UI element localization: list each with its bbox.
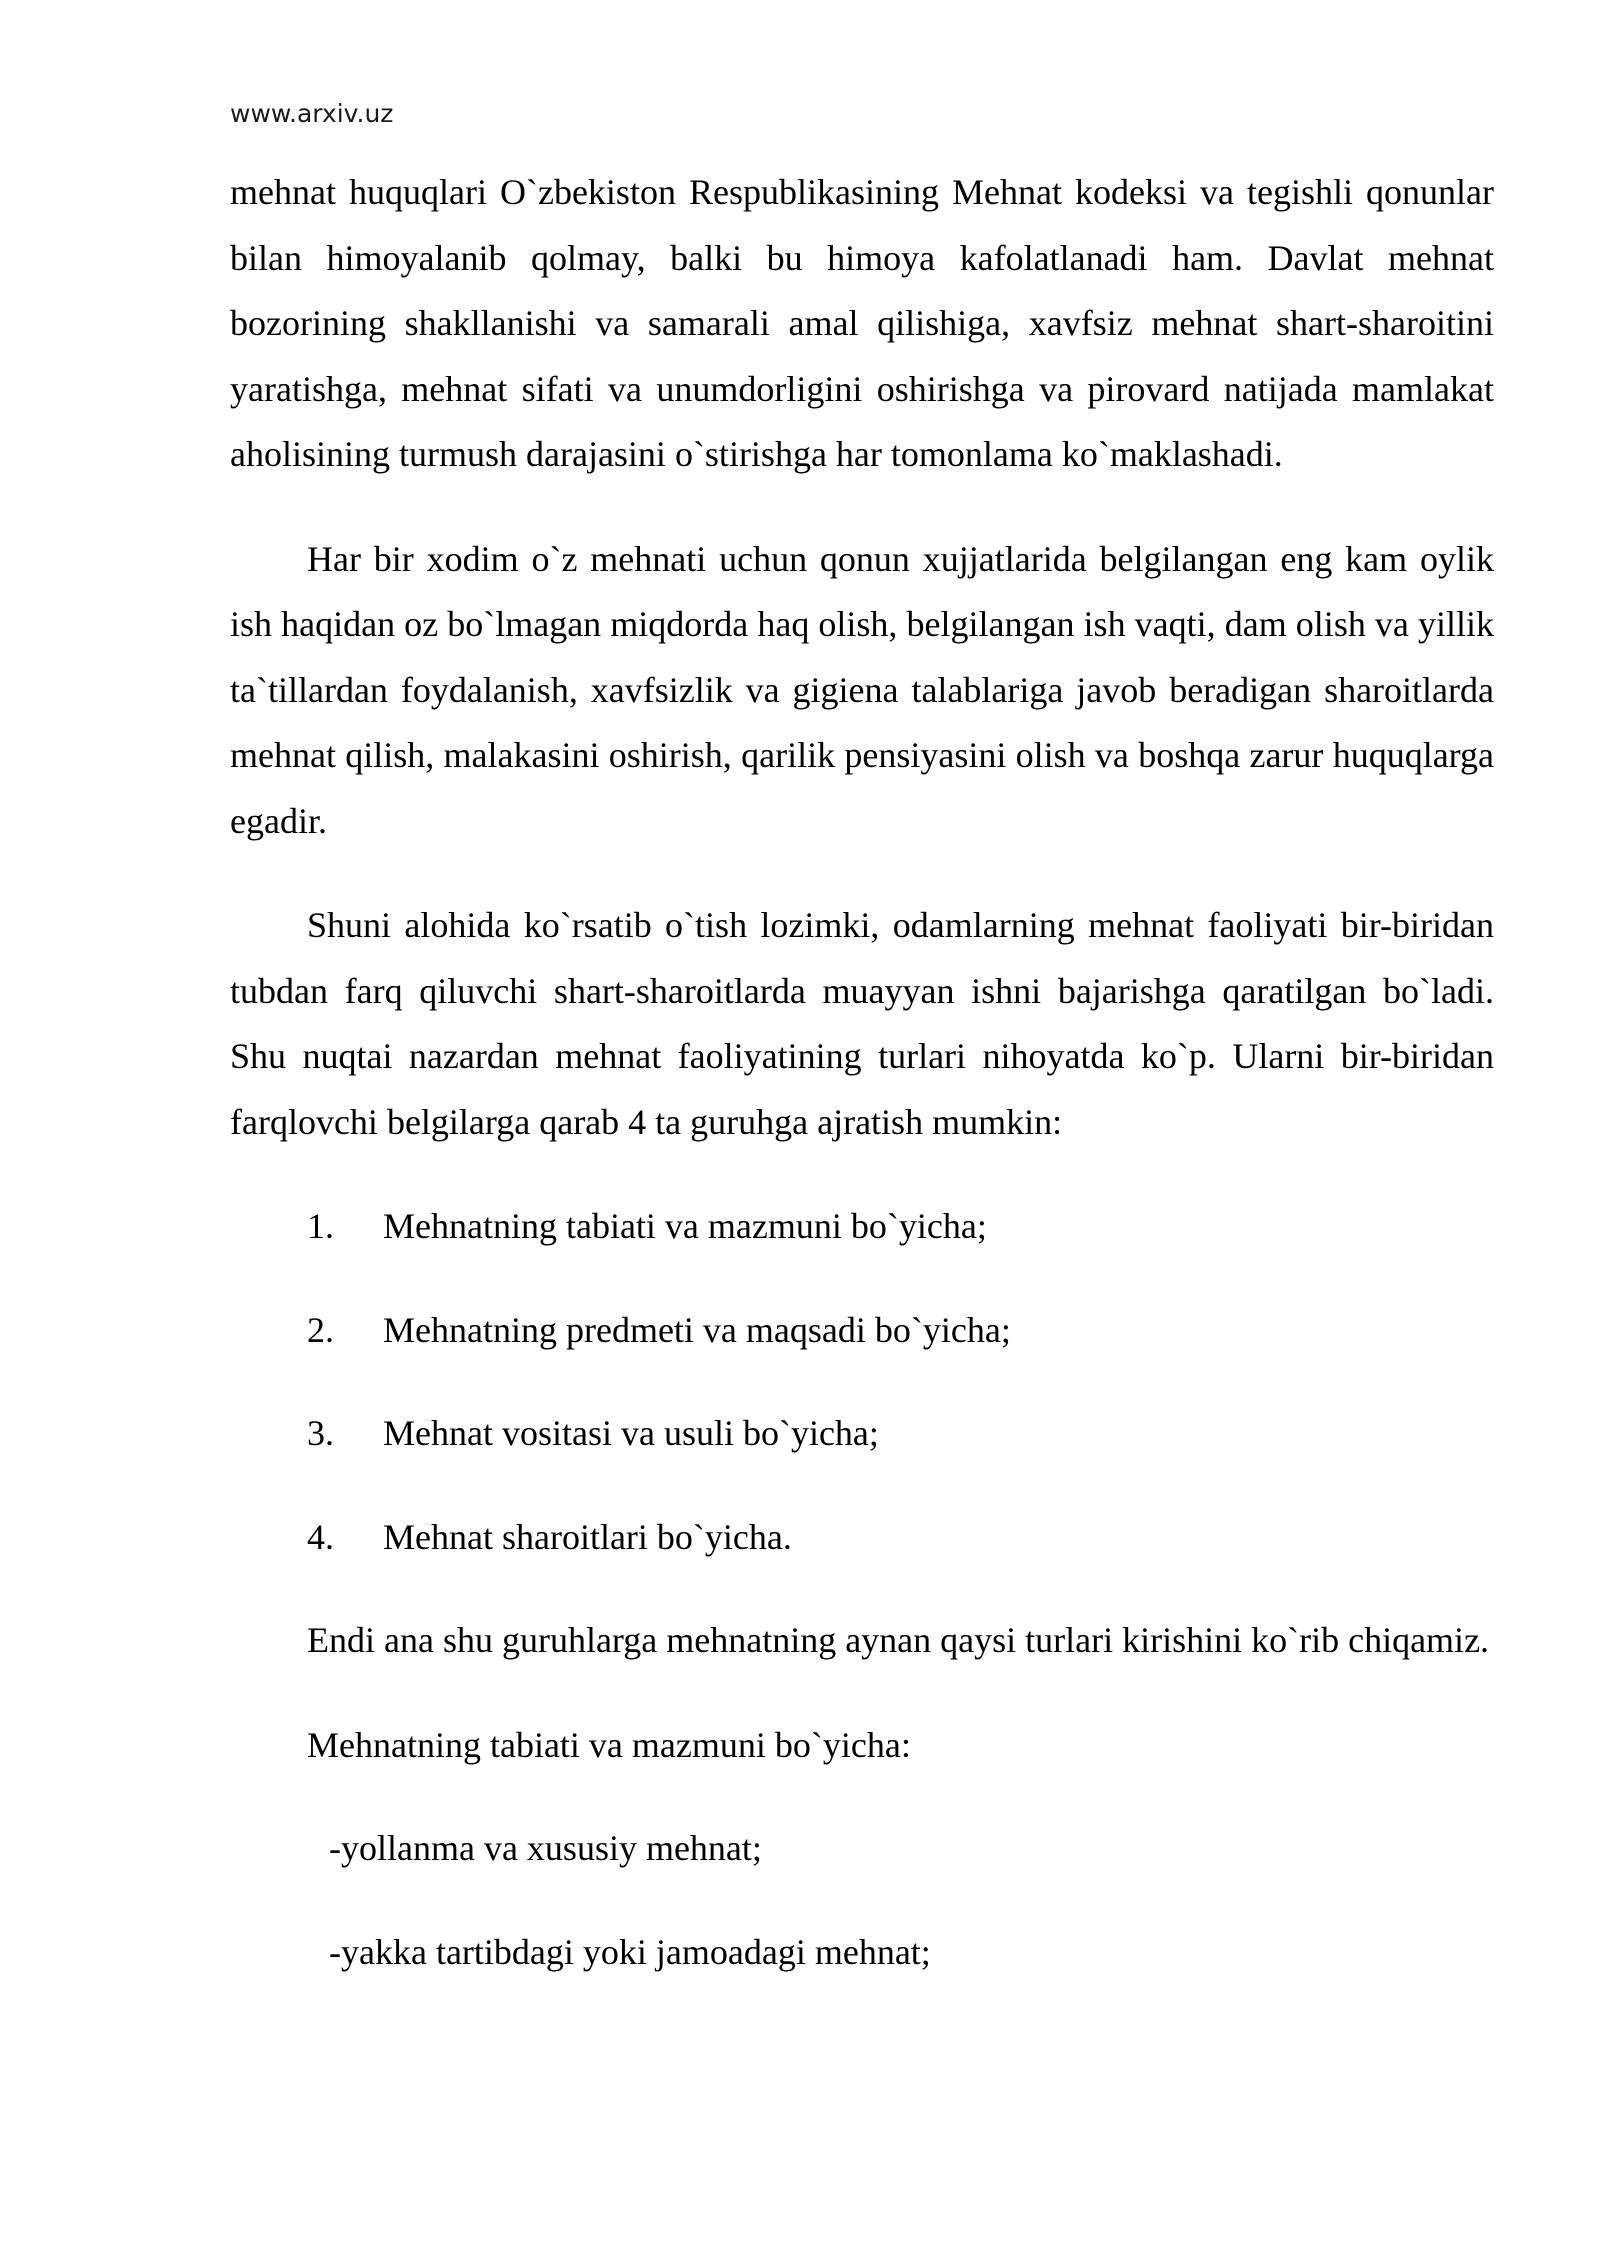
list-item	[230, 1194, 1494, 1260]
paragraph-2: Har bir xodim o`z mehnati uchun qonun xujjatlarida belgilangan eng kam oylik ish haqidan oz bo`lmagan miqdorda haq olish, belgilangan ish vaqti, dam olish va yillik ta`tillardan foydalanish, xavfsizlik va gigiena talablariga javob beradigan sharoitlarda mehnat qilish, malakasini oshirish, qarilik pensiyasini olish va boshqa zarur huquqlarga egadir.	[230, 538, 1494, 841]
list-item-number: 2.	[307, 1309, 334, 1350]
list-item-number: 4.	[307, 1516, 334, 1557]
list-item	[230, 1505, 1494, 1571]
dash-item: -yakka tartibdagi yoki jamoadagi mehnat;	[329, 1931, 931, 1972]
list-item-text: Mehnatning tabiati va mazmuni bo`yicha;	[383, 1206, 987, 1246]
paragraph-3: Shuni alohida ko`rsatib o`tish lozimki, odamlarning mehnat faoliyati bir-biridan tubdan farq qiluvchi shart-sharoitlarda muayyan ishni bajarishga qaratilgan bo`ladi. Shu nuqtai nazardan mehnat faoliyatining turlari nihoyatda ko`p. Ularni bir-biridan farqlovchi belgilarga qarab 4 ta guruhga ajratish mumkin:	[230, 905, 1494, 1142]
subheading: Mehnatning tabiati va mazmuni bo`yicha:	[307, 1724, 911, 1765]
list-item-text: Mehnat sharoitlari bo`yicha.	[383, 1516, 792, 1557]
list-item-text: Mehnatning predmeti va maqsadi bo`yicha;	[383, 1309, 1011, 1350]
list-item-text: Mehnat vositasi va usuli bo`yicha;	[383, 1413, 879, 1453]
document-body	[230, 160, 1494, 2023]
list-item-number: 3.	[307, 1413, 334, 1453]
numbered-list	[230, 1194, 1494, 1570]
dash-item: -yollanma va xususiy mehnat;	[329, 1828, 762, 1868]
list-item-number: 1.	[307, 1206, 334, 1246]
closing-paragraph: Endi ana shu guruhlarga mehnatning aynan qaysi turlari kirishini ko`rib chiqamiz.	[307, 1620, 1490, 1660]
list-item	[230, 1401, 1494, 1467]
paragraph-1: mehnat huquqlari O`zbekiston Respublikasining Mehnat kodeksi va tegishli qonunlar bilan himoyalanib qolmay, balki bu himoya kafolatlanadi ham. Davlat mehnat bozorining shakllanishi va samarali amal qilishiga, xavfsiz mehnat shart-sharoitini yaratishga, mehnat sifati va unumdorligini oshirishga va pirovard natijada mamlakat aholisining turmush darajasini o`stirishga har tomonlama ko`maklashadi.	[230, 172, 1494, 474]
list-item	[230, 1298, 1494, 1364]
header-url: www.arxiv.uz	[230, 99, 394, 128]
